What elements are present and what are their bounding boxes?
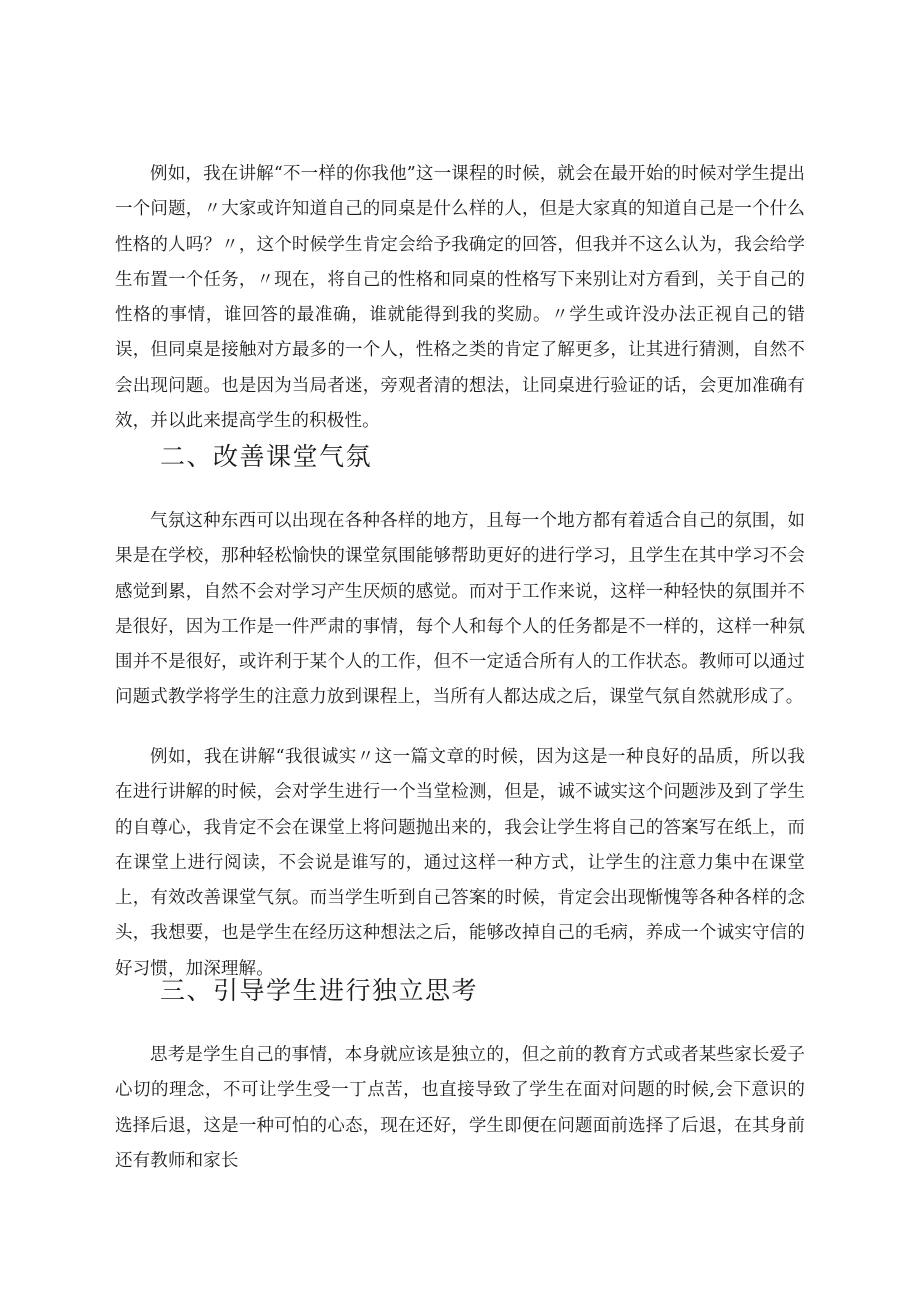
section-heading: 二、改善课堂气氛: [160, 442, 373, 471]
section-heading: 三、引导学生进行独立思考: [160, 976, 479, 1005]
body-paragraph: 例如，我在讲解“不一样的你我他”这一课程的时候，就会在最开始的时候对学生提出一个问题，〃大家或许知道自己的同桌是什么样的人，但是大家真的知道自己是一个什么性格的人吗？〃，这个时候学生肯定会给予我确定的回答，但我并不这么认为，我会给学生布置一个任务，〃现在，将自己的性格和同桌的性格写下来别让对方看到，关于自己的性格的事情，谁回答的最准确，谁就能得到我的奖励。〃学生或许没办法正视自己的错误，但同桌是接触对方最多的一个人，性格之类的肯定了解更多，让其进行猜测，自然不会出现问题。也是因为当局者迷，旁观者清的想法，让同桌进行验证的话，会更加准确有效，并以此来提高学生的积极性。: [115, 164, 805, 432]
body-paragraph: 例如，我在讲解“我很诚实〃这一篇文章的时候，因为这是一种良好的品质，所以我在进行讲解的时候，会对学生进行一个当堂检测，但是，诚不诚实这个问题涉及到了学生的自尊心，我肯定不会在课堂上将问题抛出来的，我会让学生将自己的答案写在纸上，而在课堂上进行阅读，不会说是谁写的，通过这样一种方式，让学生的注意力集中在课堂上，有效改善课堂气氛。而当学生听到自己答案的时候，肯定会出现惭愧等各种各样的念头，我想要，也是学生在经历这种想法之后，能够改掉自己的毛病，养成一个诚实守信的好习惯，加深理解。: [115, 747, 805, 979]
body-paragraph: 思考是学生自己的事情，本身就应该是独立的，但之前的教育方式或者某些家长爱子心切的理念，不可让学生受一丁点苦，也直接导致了学生在面对问题的时候,会下意识的选择后退，这是一种可怕的心态，现在还好，学生即便在问题面前选择了后退，在其身前还有教师和家长: [115, 1045, 805, 1171]
body-paragraph: 气氛这种东西可以出现在各种各样的地方，且每一个地方都有着适合自己的氛围，如果是在学校，那种轻松愉快的课堂氛围能够帮助更好的进行学习，且学生在其中学习不会感觉到累，自然不会对学习产生厌烦的感觉。而对于工作来说，这样一种轻快的氛围并不是很好，因为工作是一件严肃的事情，每个人和每个人的任务都是不一样的，这样一种氛围并不是很好，或许利于某个人的工作，但不一定适合所有人的工作状态。教师可以通过问题式教学将学生的注意力放到课程上，当所有人都达成之后，课堂气氛自然就形成了。: [115, 511, 805, 708]
